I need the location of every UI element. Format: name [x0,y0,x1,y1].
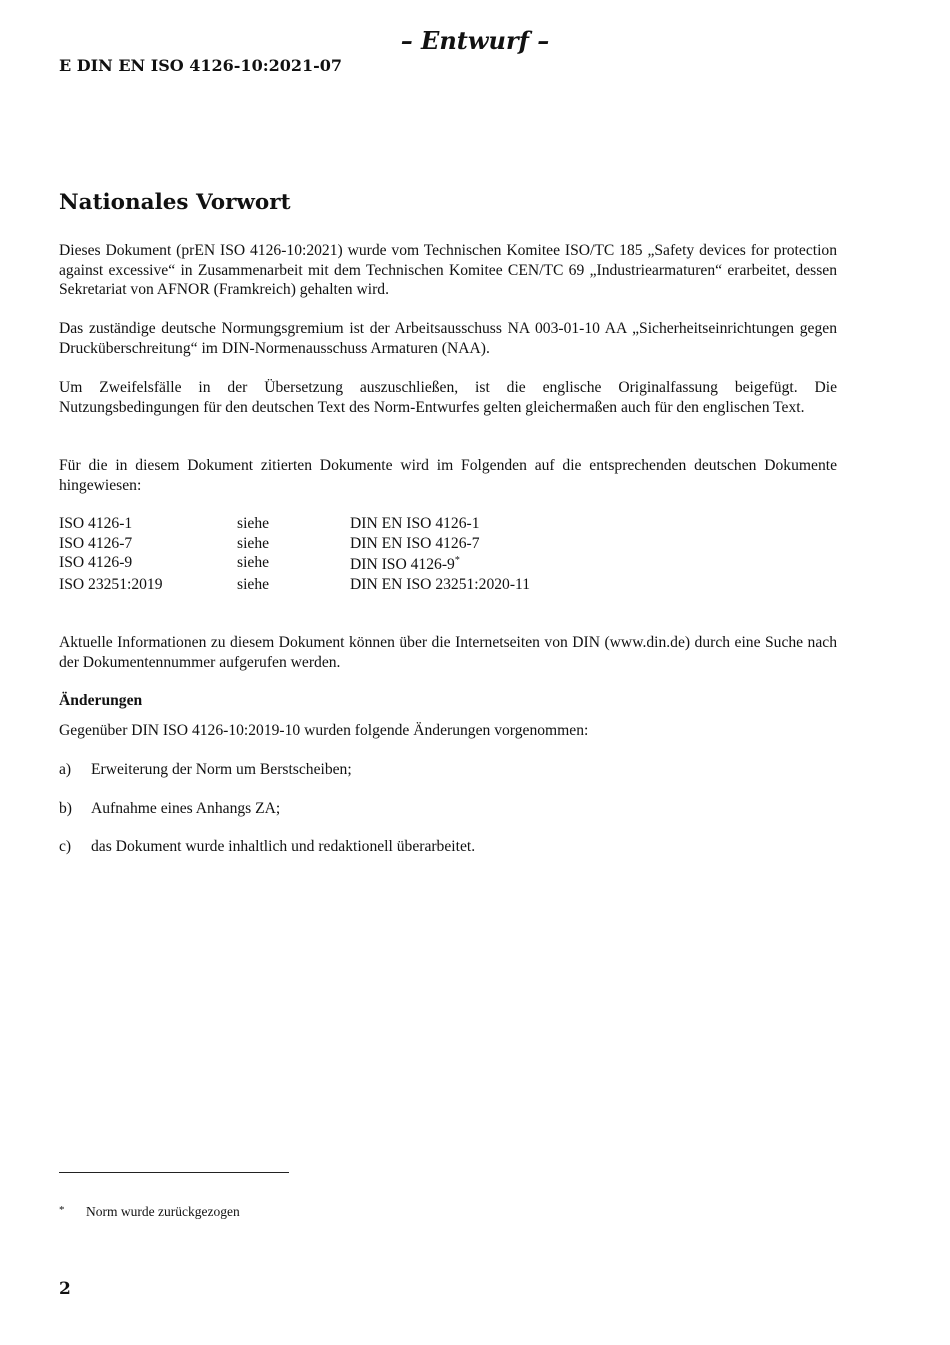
footnote-text: Norm wurde zurückgezogen [86,1204,240,1219]
reference-din-text: DIN EN ISO 4126-7 [350,535,480,552]
list-item [59,760,839,780]
list-item-text: das Dokument wurde inhaltlich und redaktionell überarbeitet. [91,838,476,855]
reference-see: siehe [237,535,270,552]
list-item [59,799,839,819]
list-marker: c) [59,838,72,855]
list-item-text: Erweiterung der Norm um Berstscheiben; [91,761,352,778]
changes-intro-text: Gegenüber DIN ISO 4126-10:2019-10 wurden folgende Änderungen vorgenommen: [59,722,589,739]
list-item-text: Aufnahme eines Anhangs ZA; [91,800,281,817]
reference-row [59,514,659,534]
list-marker: a) [59,761,72,778]
changes-intro [59,721,839,741]
footnote-divider [59,1172,289,1173]
paragraph-translation: Um Zweifelsfälle in der Übersetzung auszuschließen, ist die englische Originalfassung beigefügt. Die Nutzungsbedingungen für den deutschen Text des Norm-Entwurfes gelten gleichermaßen auch für den englischen Text. [59,379,837,416]
reference-din [350,534,480,554]
reference-din [350,555,460,575]
reference-din-text: DIN EN ISO 23251:2020-11 [350,576,531,593]
reference-see: siehe [237,554,270,571]
reference-din [350,514,480,534]
paragraph-current-info: Aktuelle Informationen zu diesem Dokument können über die Internetseiten von DIN (www.din.de) durch eine Suche nach der Dokumentennummer aufgerufen werden. [59,634,837,671]
reference-row [59,553,659,573]
document-id: E DIN EN ISO 4126-10:2021-07 [59,56,343,75]
paragraph-responsible-body: Das zuständige deutsche Normungsgremium ist der Arbeitsausschuss NA 003-01-10 AA „Sicherheitseinrichtungen gegen Drucküberschreitung“ im DIN-Normenausschuss Armaturen (NAA). [59,320,837,357]
reference-iso: ISO 4126-7 [59,535,133,552]
footnote-mark: * [59,1204,65,1216]
section-title: Nationales Vorwort [59,190,291,215]
reference-din-text: DIN EN ISO 4126-1 [350,515,480,532]
list-marker: b) [59,800,72,817]
reference-row [59,575,659,595]
reference-iso: ISO 23251:2019 [59,576,163,593]
reference-din [350,575,530,595]
footnote-marker[interactable]: * [454,555,460,566]
reference-see: siehe [237,576,270,593]
reference-iso: ISO 4126-9 [59,554,133,571]
changes-title: Änderungen [59,692,143,709]
reference-din-text: DIN ISO 4126-9 [350,556,455,573]
paragraph-references-intro: Für die in diesem Dokument zitierten Dokumente wird im Folgenden auf die entsprechenden deutschen Dokumente hingewiesen: [59,457,837,494]
reference-row [59,534,659,554]
page-number: 2 [59,1279,71,1299]
paragraph-committee: Dieses Dokument (prEN ISO 4126-10:2021) wurde vom Technischen Komitee ISO/TC 185 „Safety devices for protection against excessive“ in Zusammenarbeit mit dem Technischen Komitee CEN/TC 69 „Industriearmaturen“ erarbeitet, dessen Sekretariat von AFNOR (Framkreich) gehalten wird. [59,242,837,299]
reference-iso: ISO 4126-1 [59,515,133,532]
list-item [59,837,839,857]
reference-see: siehe [237,515,270,532]
draft-watermark-header: – Entwurf – [400,26,550,55]
